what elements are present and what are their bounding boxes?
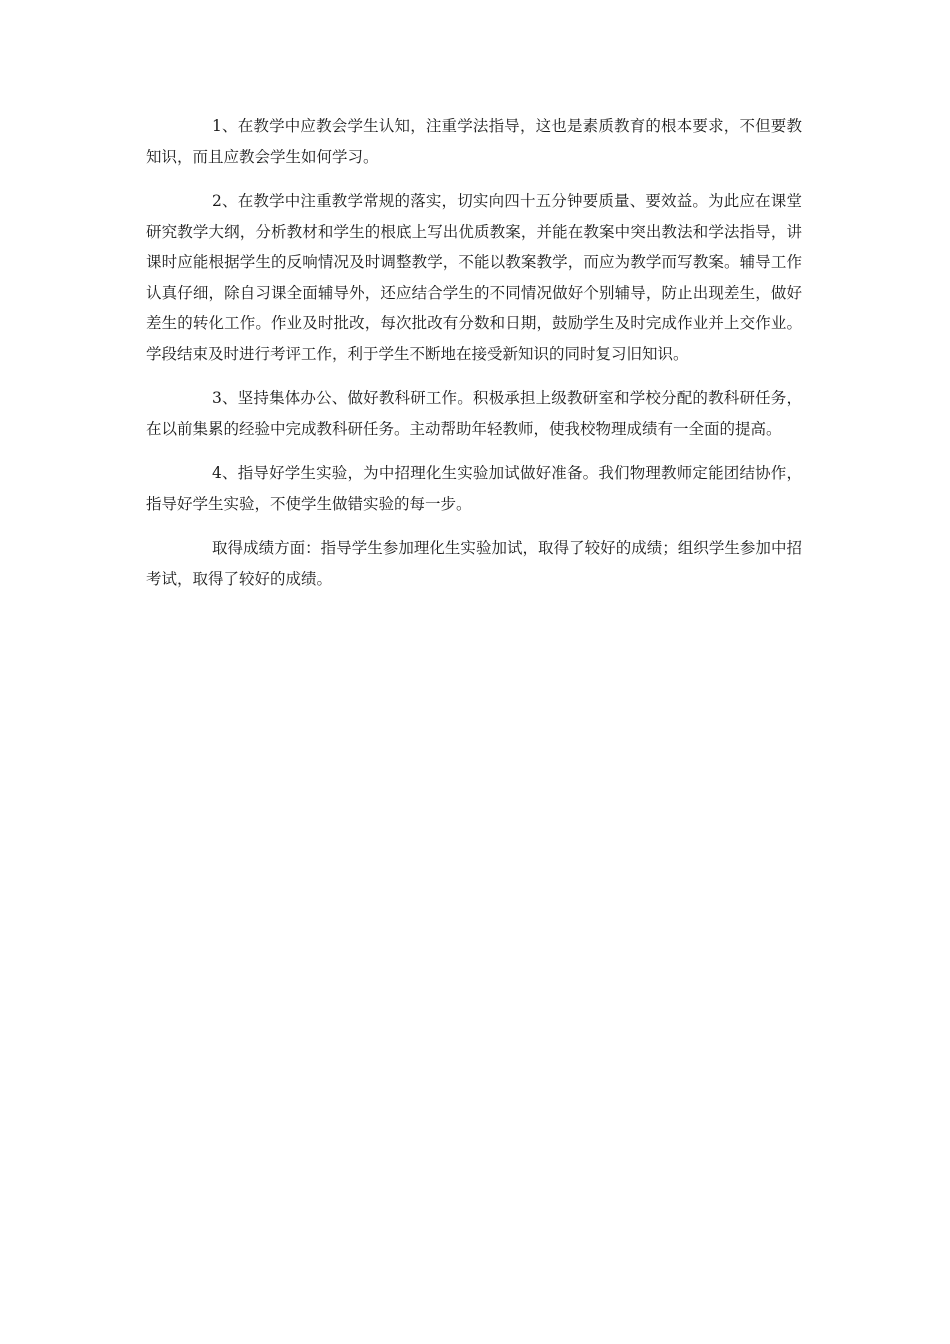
document-body (146, 111, 802, 608)
paragraph-2: 2、在教学中注重教学常规的落实，切实向四十五分钟要质量、要效益。为此应在课堂研究教学大纲，分析教材和学生的根底上写出优质教案，并能在教案中突出教法和学法指导，讲课时应能根据学生的反响情况及时调整教学，不能以教案教学，而应为教学而写教案。辅导工作认真仔细，除自习课全面辅导外，还应结合学生的不同情况做好个别辅导，防止出现差生，做好差生的转化工作。作业及时批改，每次批改有分数和日期，鼓励学生及时完成作业并上交作业。学段结束及时进行考评工作，利于学生不断地在接受新知识的同时复习旧知识。 (146, 192, 802, 363)
paragraph-achievements: 取得成绩方面：指导学生参加理化生实验加试，取得了较好的成绩；组织学生参加中招考试，取得了较好的成绩。 (146, 539, 802, 588)
paragraph-4: 4、指导好学生实验，为中招理化生实验加试做好准备。我们物理教师定能团结协作，指导好学生实验，不使学生做错实验的每一步。 (146, 464, 802, 513)
paragraph-1: 1、在教学中应教会学生认知，注重学法指导，这也是素质教育的根本要求，不但要教知识，而且应教会学生如何学习。 (146, 117, 802, 166)
paragraph-3: 3、坚持集体办公、做好教科研工作。积极承担上级教研室和学校分配的教科研任务，在以前集累的经验中完成教科研任务。主动帮助年轻教师，使我校物理成绩有一全面的提高。 (146, 389, 802, 438)
